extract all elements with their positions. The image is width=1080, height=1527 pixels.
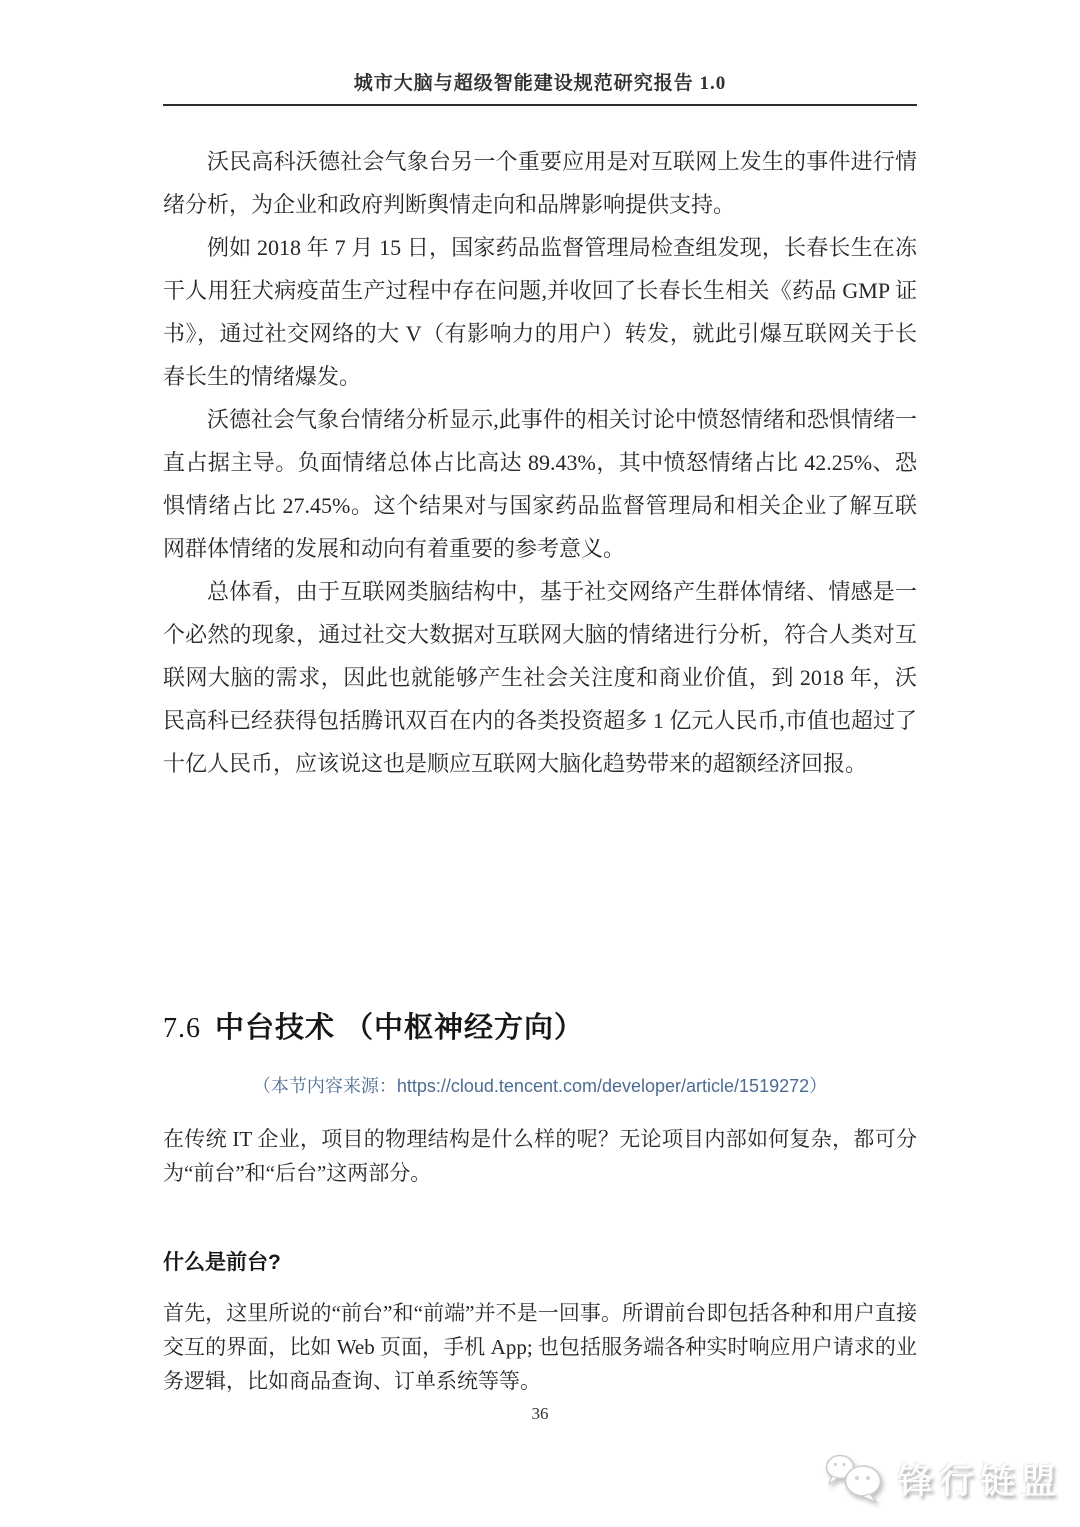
report-title: 城市大脑与超级智能建设规范研究报告 1.0: [353, 73, 727, 94]
page-content: [163, 0, 917, 1398]
paragraph: 沃德社会气象台情绪分析显示,此事件的相关讨论中愤怒情绪和恐惧情绪一直占据主导。负面情绪总体占比高达 89.43%，其中愤怒情绪占比 42.25%、恐惧情绪占比 27.45%。这个结果对与国家药品监督管理局和相关企业了解互联网群体情绪的发展和动向有着重要的参考意义。: [163, 407, 917, 561]
report-header: [163, 0, 917, 106]
paragraph: 沃民高科沃德社会气象台另一个重要应用是对互联网上发生的事件进行情绪分析，为企业和政府判断舆情走向和品牌影响提供支持。: [163, 149, 917, 217]
intro-paragraph: 在传统 IT 企业，项目的物理结构是什么样的呢？无论项目内部如何复杂，都可分为“前台”和“后台”这两部分。: [163, 1127, 917, 1185]
section-number: 7.6: [163, 1013, 201, 1044]
front-section-heading: 什么是前台?: [163, 1251, 281, 1274]
section-heading: [163, 1005, 917, 1046]
page-number: 36: [531, 1404, 549, 1423]
front-section-paragraph: 首先，这里所说的“前台”和“前端”并不是一回事。所谓前台即包括各种和用户直接交互的界面，比如 Web 页面，手机 App; 也包括服务端各种实时响应用户请求的业务逻辑，比如商品查询、订单系统等等。: [163, 1301, 917, 1393]
watermark: [824, 1452, 1062, 1506]
body-text-block: [163, 140, 917, 785]
source-line: [163, 1072, 917, 1098]
paragraph: 总体看，由于互联网类脑结构中，基于社交网络产生群体情绪、情感是一个必然的现象，通过社交大数据对互联网大脑的情绪进行分析，符合人类对互联网大脑的需求，因此也就能够产生社会关注度和商业价值，到 2018 年，沃民高科已经获得包括腾讯双百在内的各类投资超多 1 亿元人民币,市值也超过了十亿人民币，应该说这也是顺应互联网大脑化趋势带来的超额经济回报。: [163, 579, 917, 776]
source-prefix: （本节内容来源：: [252, 1076, 397, 1096]
wechat-chat-bubbles-icon: [824, 1452, 886, 1506]
watermark-text: 锋行链盟: [897, 1462, 1062, 1501]
source-link[interactable]: https://cloud.tencent.com/developer/article/1519272: [396, 1076, 810, 1096]
section-title: 中台技术 （中枢神经方向）: [215, 1012, 585, 1044]
paragraph: 例如 2018 年 7 月 15 日，国家药品监督管理局检查组发现，长春长生在冻干人用狂犬病疫苗生产过程中存在问题,并收回了长春长生相关《药品 GMP 证书》，通过社交网络的大 V（有影响力的用户）转发，就此引爆互联网关于长春长生的情绪爆发。: [163, 235, 917, 389]
source-suffix: ）: [809, 1076, 828, 1096]
